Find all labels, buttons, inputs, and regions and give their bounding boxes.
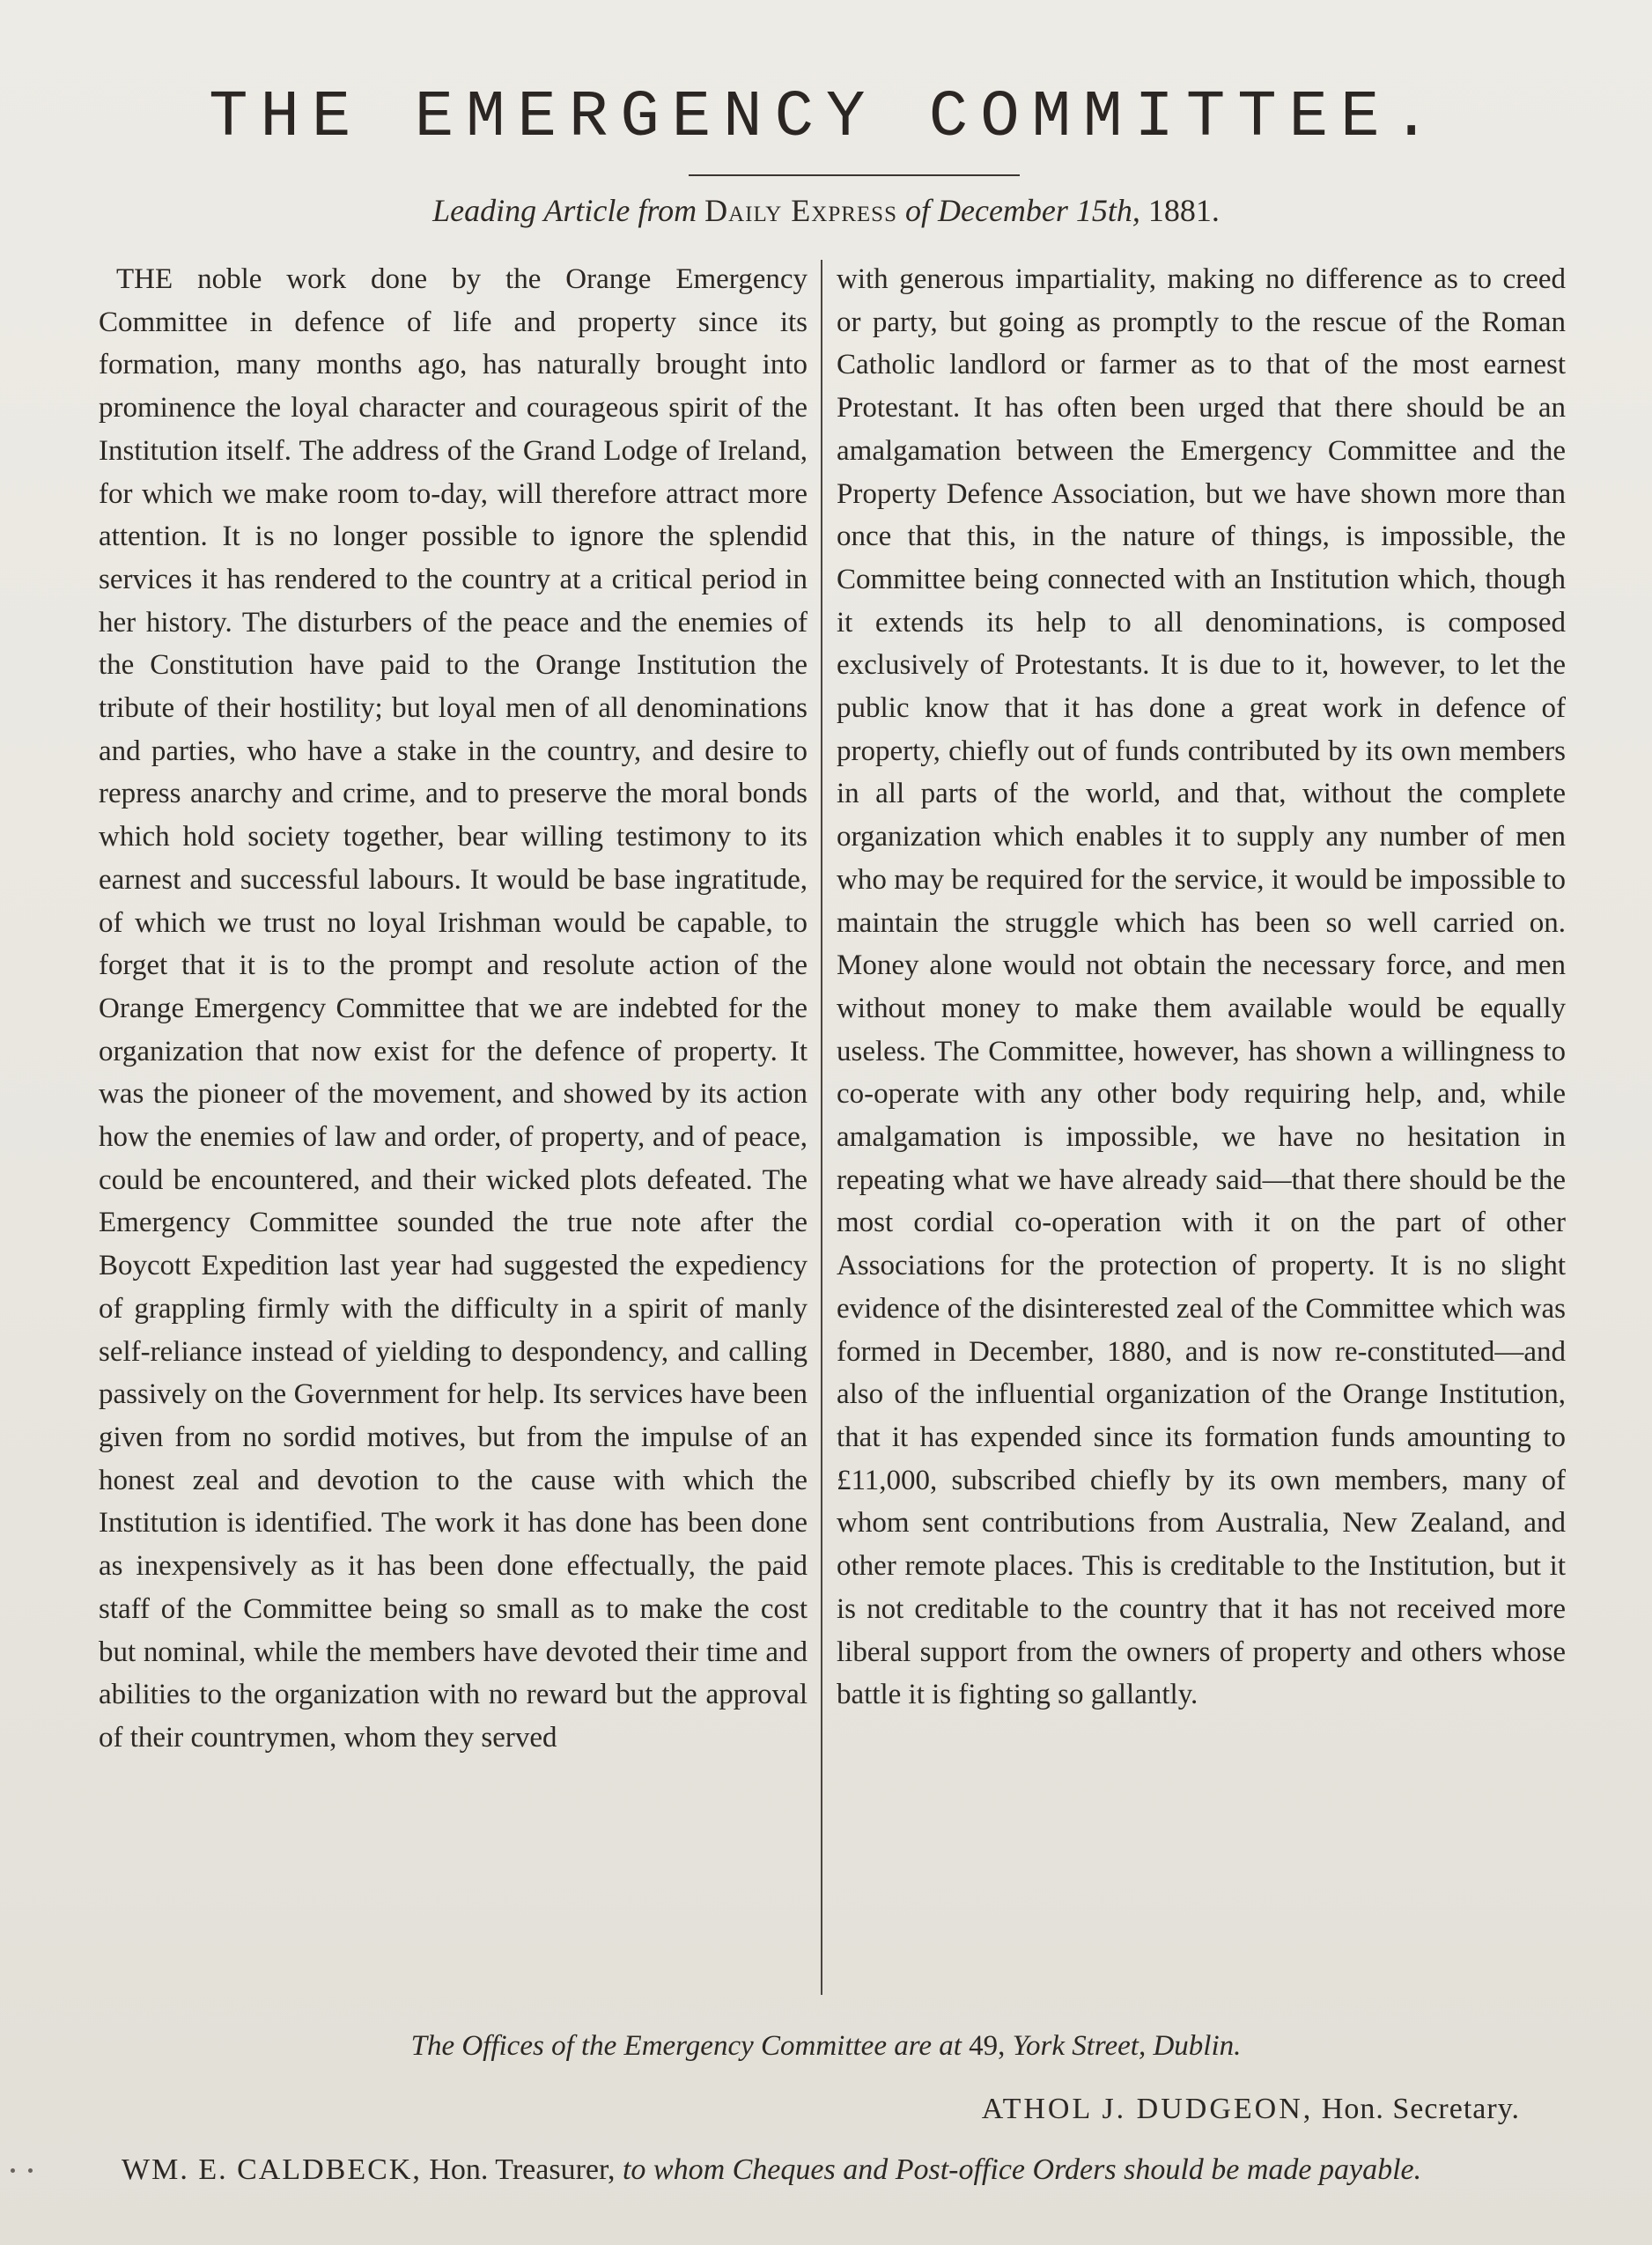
column-divider (821, 260, 822, 1995)
margin-mark (28, 2168, 33, 2173)
subtitle-date: December 15th, (938, 193, 1140, 228)
treasurer-role: Hon. Treasurer, (429, 2153, 616, 2186)
article-left-column (99, 258, 808, 2002)
subtitle-paper: Daily Express (704, 193, 897, 228)
left-column-text: THE noble work done by the Orange Emergency Committee in defence of life and property since its formation, many months ago, has naturally brought into prominence the loyal character and courageous spirit of the Institution itself. The address of the Grand Lodge of Ireland, for which we make room to-day, will therefore attract more attention. It is no longer possible to ignore the splendid services it has rendered to the country at a critical period in her history. The disturbers of the peace and the enemies of the Constitution have paid to the Orange Institution the tribute of their hostility; but loyal men of all denominations and parties, who have a stake in the country, and desire to repress anarchy and crime, and to preserve the moral bonds which hold society together, bear willing testimony to its earnest and successful labours. It would be base ingratitude, of which we trust no loyal Irishman would be capable, to forget that it is to the prompt and resolute action of the Orange Emergency Committee that we are indebted for the organization that now exist for the defence of property. It was the pioneer of the movement, and showed by its action how the enemies of law and order, of property, and of peace, could be encountered, and their wicked plots defeated. The Emergency Committee sounded the true note after the Boycott Expedition last year had suggested the expediency of grappling firmly with the difficulty in a spirit of manly self-reliance instead of yielding to despondency, and calling passively on the Government for help. Its services have been given from no sordid motives, but from the impulse of an honest zeal and devotion to the cause with which the Institution is identified. The work it has done has been done as inexpensively as it has been done effectually, the paid staff of the Committee being so small as to make the cost but nominal, while the members have devoted their time and abilities to the organization with no reward but the approval of their countrymen, whom they served (99, 263, 808, 1754)
subtitle-lead: Leading Article from (432, 193, 697, 228)
offices-street: York Street, (1012, 2030, 1147, 2062)
right-column-text: with generous impartiality, making no difference as to creed or party, but going as promptly to the rescue of the Roman Catholic landlord or farmer as to that of the most earnest Protestant. It has often been urged that there should be an amalgamation between the Emergency Committee and the Property Defence Association, but we have shown more than once that this, in the nature of things, is impossible, the Committee being connected with an Institution which, though it extends its help to all denominations, is composed exclusively of Protestants. It is due to it, however, to let the public know that it has done a great work in defence of property, chiefly out of funds contributed by its own members in all parts of the world, and that, without the complete organization which enables it to supply any number of men who may be required for the service, it would be impossible to maintain the struggle which has been so well carried on. Money alone would not obtain the necessary force, and men without money to make them available would be equally useless. The Committee, however, has shown a willingness to co-operate with any other body requiring help, and, while amalgamation is impossible, we have no hesitation in repeating what we have already said—that there should be the most cordial co-operation with it on the part of other Associations for the protection of property. It is no slight evidence of the disinterested zeal of the Committee which was formed in December, 1880, and is now re-constituted—and also of the influential organization of the Orange Institution, that it has expended since its formation funds amounting to £11,000, subscribed chiefly by its own members, many of whom sent contributions from Australia, New Zealand, and other remote places. This is creditable to the Institution, but it is not creditable to the country that it has not received more liberal support from the owners of property and others whose battle it is fighting so gallantly. (837, 263, 1566, 1711)
margin-mark (11, 2168, 15, 2173)
secretary-line (982, 2093, 1520, 2126)
offices-address (0, 2030, 1652, 2063)
page-title: THE EMERGENCY COMMITTEE. (209, 81, 1443, 155)
treasurer-note: to whom Cheques and Post-office Orders should be made payable. (622, 2153, 1422, 2186)
article-subtitle (0, 192, 1652, 229)
treasurer-name: WM. E. CALDBECK, (122, 2153, 422, 2186)
treasurer-line (122, 2153, 1421, 2187)
offices-number: 49, (969, 2030, 1006, 2062)
subtitle-year: 1881. (1147, 193, 1220, 228)
title-underline (689, 174, 1020, 176)
offices-city: Dublin. (1153, 2030, 1242, 2062)
secretary-role: Hon. Secretary. (1321, 2093, 1520, 2125)
article-right-column (837, 258, 1566, 2002)
secretary-name: ATHOL J. DUDGEON, (981, 2093, 1314, 2125)
subtitle-of: of (904, 193, 930, 228)
offices-prefix: The Offices of the Emergency Committee are at (410, 2030, 962, 2062)
